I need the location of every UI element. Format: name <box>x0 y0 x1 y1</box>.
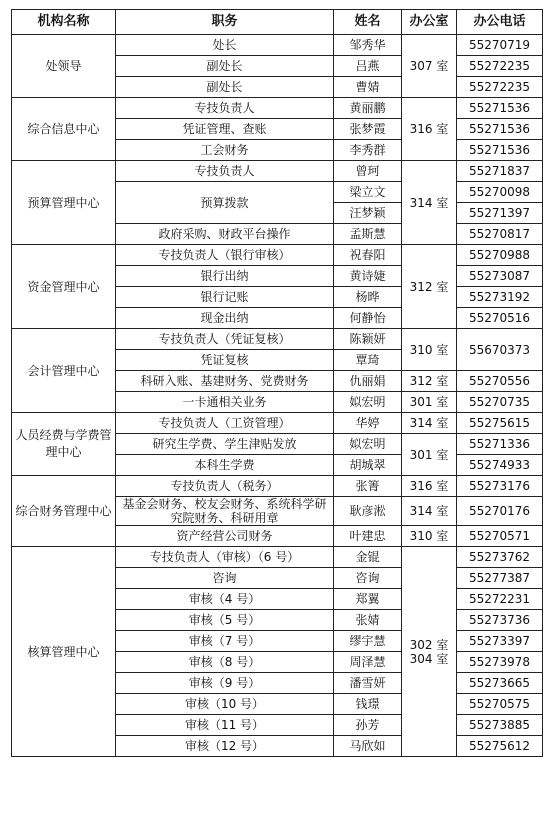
table-cell: 核算管理中心 <box>12 547 116 757</box>
table-row <box>12 35 543 56</box>
table-cell: 曹婧 <box>334 77 402 98</box>
table-cell: 专技负责人（工资管理） <box>116 413 334 434</box>
header-org: 机构名称 <box>12 10 116 35</box>
table-cell: 55273087 <box>457 266 543 287</box>
table-cell: 314 室 <box>402 497 457 526</box>
header-office: 办公室 <box>402 10 457 35</box>
table-cell: 55275612 <box>457 736 543 757</box>
table-cell: 55271536 <box>457 98 543 119</box>
table-cell: 55270571 <box>457 526 543 547</box>
table-cell: 312 室 <box>402 371 457 392</box>
table-cell: 研究生学费、学生津贴发放 <box>116 434 334 455</box>
table-cell: 马欣如 <box>334 736 402 757</box>
table-cell: 审核（10 号） <box>116 694 334 715</box>
table-cell: 缪宇慧 <box>334 631 402 652</box>
table-cell: 周泽慧 <box>334 652 402 673</box>
table-cell: 55271536 <box>457 140 543 161</box>
page <box>11 9 543 757</box>
table-cell: 55275615 <box>457 413 543 434</box>
table-cell: 301 室 <box>402 392 457 413</box>
table-cell: 覃琦 <box>334 350 402 371</box>
table-cell: 55272235 <box>457 77 543 98</box>
table-cell: 郑翼 <box>334 589 402 610</box>
table-cell: 55270988 <box>457 245 543 266</box>
header-name: 姓名 <box>334 10 402 35</box>
table-cell: 专技负责人（凭证复核） <box>116 329 334 350</box>
table-cell: 55272231 <box>457 589 543 610</box>
table-cell: 310 室 <box>402 526 457 547</box>
header-phone: 办公电话 <box>457 10 543 35</box>
table-cell: 科研入账、基建财务、党费财务 <box>116 371 334 392</box>
table-cell: 凭证管理、查账 <box>116 119 334 140</box>
table-cell: 55270098 <box>457 182 543 203</box>
table-cell: 316 室 <box>402 476 457 497</box>
table-cell: 华婷 <box>334 413 402 434</box>
contact-table <box>11 9 543 757</box>
table-cell: 55273762 <box>457 547 543 568</box>
table-cell: 55271397 <box>457 203 543 224</box>
table-cell: 本科生学费 <box>116 455 334 476</box>
table-cell: 杨晔 <box>334 287 402 308</box>
table-cell: 55270575 <box>457 694 543 715</box>
table-cell: 316 室 <box>402 98 457 161</box>
table-cell: 审核（9 号） <box>116 673 334 694</box>
table-cell: 专技负责人（税务） <box>116 476 334 497</box>
table-body <box>12 35 543 757</box>
table-cell: 55273397 <box>457 631 543 652</box>
table-cell: 人员经费与学费管理中心 <box>12 413 116 476</box>
table-cell: 55270719 <box>457 35 543 56</box>
table-cell: 祝春阳 <box>334 245 402 266</box>
table-cell: 副处长 <box>116 77 334 98</box>
table-cell: 咨询 <box>116 568 334 589</box>
table-row <box>12 476 543 497</box>
table-cell: 310 室 <box>402 329 457 371</box>
table-cell: 黄丽鹏 <box>334 98 402 119</box>
header-position: 职务 <box>116 10 334 35</box>
table-cell: 胡城翠 <box>334 455 402 476</box>
table-row <box>12 547 543 568</box>
table-cell: 处长 <box>116 35 334 56</box>
table-cell: 55270516 <box>457 308 543 329</box>
table-cell: 审核（5 号） <box>116 610 334 631</box>
table-cell: 姒宏明 <box>334 434 402 455</box>
table-cell: 55272235 <box>457 56 543 77</box>
table-row <box>12 161 543 182</box>
table-cell: 工会财务 <box>116 140 334 161</box>
table-cell: 307 室 <box>402 35 457 98</box>
table-cell: 副处长 <box>116 56 334 77</box>
header-row <box>12 10 543 35</box>
table-cell: 耿彦淞 <box>334 497 402 526</box>
table-cell: 孟斯慧 <box>334 224 402 245</box>
table-cell: 现金出纳 <box>116 308 334 329</box>
table-cell: 审核（4 号） <box>116 589 334 610</box>
table-cell: 55273885 <box>457 715 543 736</box>
table-cell: 汪梦颖 <box>334 203 402 224</box>
table-row <box>12 329 543 350</box>
table-cell: 55273978 <box>457 652 543 673</box>
table-cell: 咨询 <box>334 568 402 589</box>
table-cell: 预算管理中心 <box>12 161 116 245</box>
table-cell: 潘雪妍 <box>334 673 402 694</box>
table-cell: 预算拨款 <box>116 182 334 224</box>
table-row <box>12 98 543 119</box>
table-cell: 钱璟 <box>334 694 402 715</box>
table-cell: 55273192 <box>457 287 543 308</box>
table-cell: 张箐 <box>334 476 402 497</box>
table-row <box>12 413 543 434</box>
table-cell: 55270556 <box>457 371 543 392</box>
table-cell: 吕燕 <box>334 56 402 77</box>
table-cell: 综合信息中心 <box>12 98 116 161</box>
table-cell: 处领导 <box>12 35 116 98</box>
table-cell: 综合财务管理中心 <box>12 476 116 547</box>
table-cell: 55273665 <box>457 673 543 694</box>
table-cell: 叶建忠 <box>334 526 402 547</box>
table-cell: 审核（8 号） <box>116 652 334 673</box>
table-cell: 邹秀华 <box>334 35 402 56</box>
table-cell: 银行记账 <box>116 287 334 308</box>
table-cell: 一卡通相关业务 <box>116 392 334 413</box>
table-cell: 姒宏明 <box>334 392 402 413</box>
table-cell: 审核（12 号） <box>116 736 334 757</box>
table-cell: 审核（7 号） <box>116 631 334 652</box>
table-cell: 55270817 <box>457 224 543 245</box>
table-cell: 陈颖妍 <box>334 329 402 350</box>
table-cell: 301 室 <box>402 434 457 476</box>
table-cell: 55271837 <box>457 161 543 182</box>
table-cell: 专技负责人 <box>116 161 334 182</box>
table-cell: 314 室 <box>402 413 457 434</box>
table-cell: 张婧 <box>334 610 402 631</box>
table-cell: 金锟 <box>334 547 402 568</box>
table-cell: 孙芳 <box>334 715 402 736</box>
table-cell: 凭证复核 <box>116 350 334 371</box>
table-cell: 李秀群 <box>334 140 402 161</box>
table-cell: 何静怡 <box>334 308 402 329</box>
table-row <box>12 245 543 266</box>
table-cell: 仇丽娟 <box>334 371 402 392</box>
table-cell: 张梦霞 <box>334 119 402 140</box>
table-cell: 55277387 <box>457 568 543 589</box>
table-cell: 资产经营公司财务 <box>116 526 334 547</box>
table-cell: 302 室 304 室 <box>402 547 457 757</box>
table-cell: 梁立文 <box>334 182 402 203</box>
table-cell: 专技负责人（审核）（6 号） <box>116 547 334 568</box>
table-cell: 55273176 <box>457 476 543 497</box>
table-cell: 314 室 <box>402 161 457 245</box>
table-cell: 黄诗婕 <box>334 266 402 287</box>
table-cell: 55271336 <box>457 434 543 455</box>
table-cell: 基金会财务、校友会财务、系统科学研究院财务、科研用章 <box>116 497 334 526</box>
table-cell: 资金管理中心 <box>12 245 116 329</box>
table-cell: 会计管理中心 <box>12 329 116 413</box>
table-cell: 55271536 <box>457 119 543 140</box>
table-cell: 55270176 <box>457 497 543 526</box>
table-cell: 政府采购、财政平台操作 <box>116 224 334 245</box>
table-cell: 审核（11 号） <box>116 715 334 736</box>
table-cell: 312 室 <box>402 245 457 329</box>
table-cell: 曾珂 <box>334 161 402 182</box>
table-cell: 55670373 <box>457 329 543 371</box>
table-cell: 专技负责人（银行审核） <box>116 245 334 266</box>
table-cell: 55273736 <box>457 610 543 631</box>
table-cell: 55274933 <box>457 455 543 476</box>
table-cell: 银行出纳 <box>116 266 334 287</box>
table-cell: 专技负责人 <box>116 98 334 119</box>
table-cell: 55270735 <box>457 392 543 413</box>
